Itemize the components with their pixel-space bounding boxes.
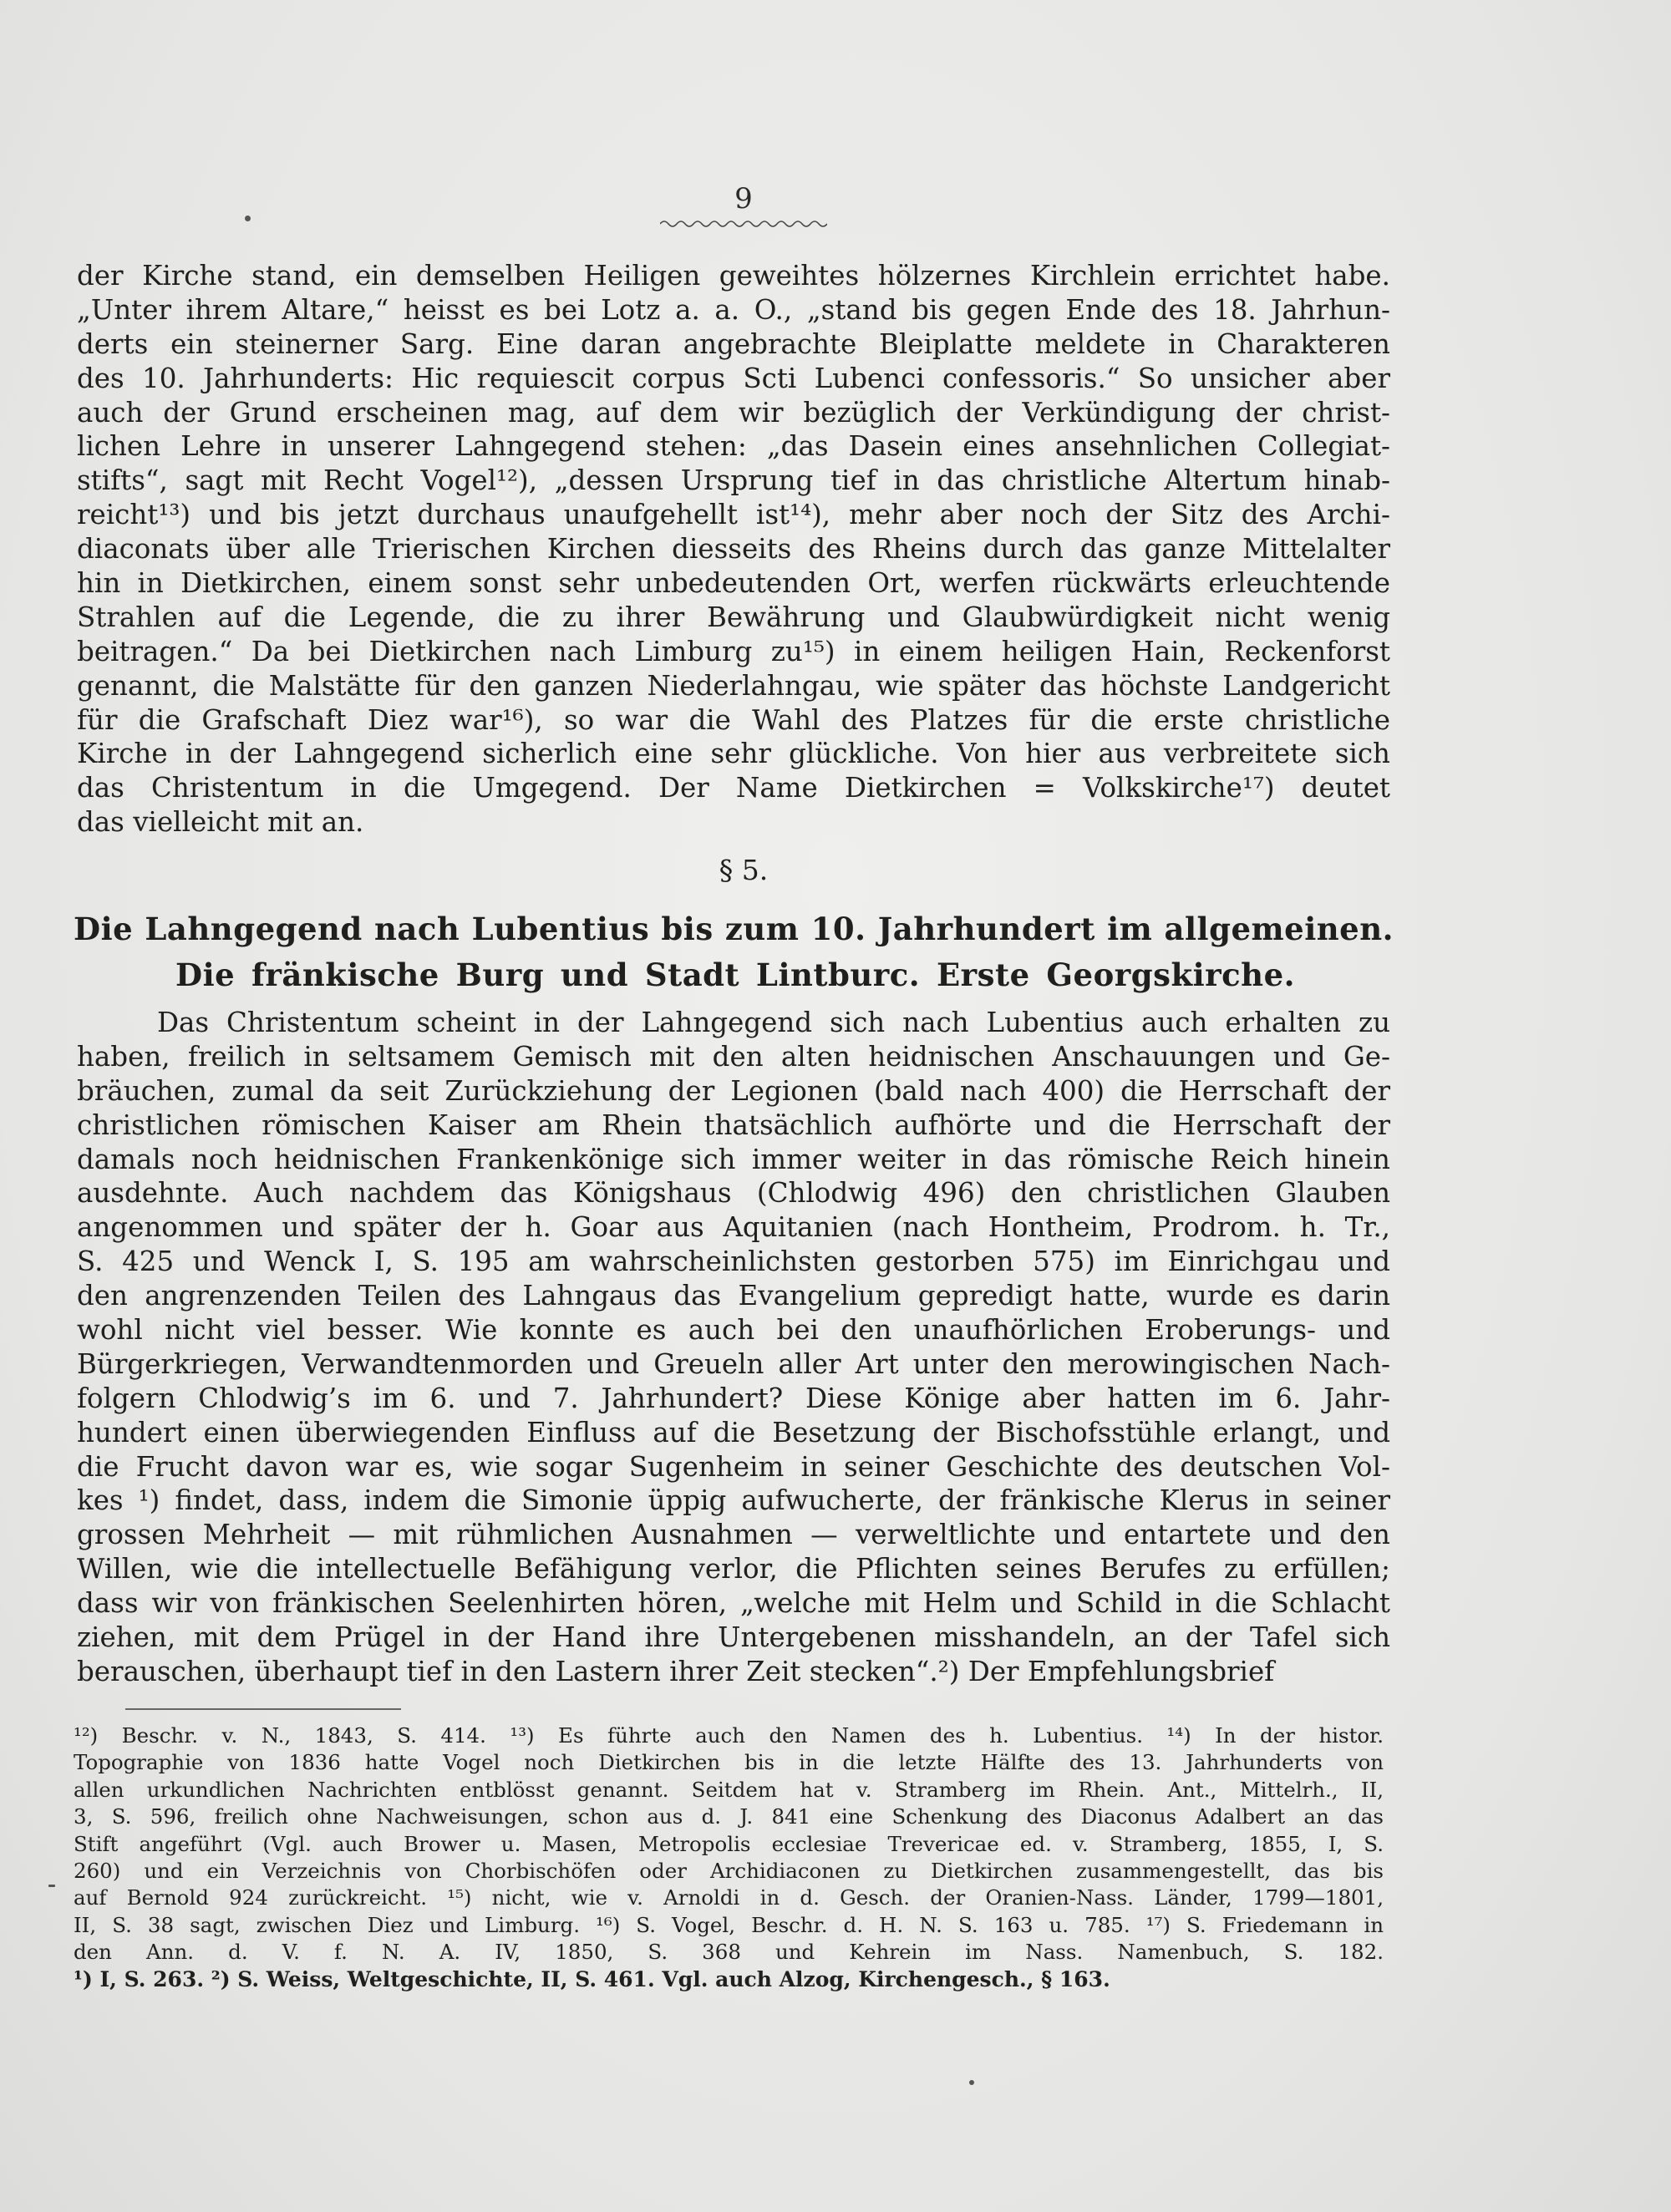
text-line: reicht¹³) und bis jetzt durchaus unaufgehellt ist¹⁴), mehr aber noch der Sitz des Archi- <box>77 499 1390 531</box>
text-line: für die Grafschaft Diez war¹⁶), so war die Wahl des Platzes für die erste christliche <box>77 703 1390 736</box>
text-line: die Frucht davon war es, wie sogar Sugenheim in seiner Geschichte des deutschen Vol- <box>77 1450 1390 1483</box>
text-line: lichen Lehre in unserer Lahngegend stehen: „das Dasein eines ansehnlichen Collegiat- <box>77 430 1390 463</box>
text-line: haben, freilich in seltsamem Gemisch mit den alten heidnischen Anschauungen und Ge- <box>77 1040 1390 1073</box>
footnote-rule <box>125 1708 401 1710</box>
footnote-line: II, S. 38 sagt, zwischen Diez und Limburg. ¹⁶) S. Vogel, Beschr. d. H. N. S. 163 u. 785. ¹⁷) S. Friedemann in <box>74 1912 1384 1937</box>
text-line: das vielleicht mit an. <box>77 806 364 839</box>
text-line: berauschen, überhaupt tief in den Lastern ihrer Zeit stecken“.²) Der Empfehlungsbrief <box>77 1655 1275 1687</box>
page-number-ornament <box>660 219 827 229</box>
footnote-line: Stift angeführt (Vgl. auch Brower u. Masen, Metropolis ecclesiae Trevericae ed. v. Stramberg, 1855, I, S. <box>74 1831 1384 1856</box>
footnotes <box>74 1722 1384 1993</box>
text-line: kes ¹) findet, dass, indem die Simonie üppig aufwucherte, der fränkische Klerus in seiner <box>77 1484 1390 1517</box>
text-line: der Kirche stand, ein demselben Heiligen geweihtes hölzernes Kirchlein errichtet habe. <box>77 260 1390 292</box>
footnote-line: ¹²) Beschr. v. N., 1843, S. 414. ¹³) Es führte auch den Namen des h. Lubentius. ¹⁴) In der histor. <box>74 1723 1384 1748</box>
section-heading-line2: Die fränkische Burg und Stadt Lintburc. Erste Georgskirche. <box>175 956 1295 993</box>
text-line: hin in Dietkirchen, einem sonst sehr unbedeutenden Ort, werfen rückwärts erleuchtende <box>77 567 1390 600</box>
text-line: dass wir von fränkischen Seelenhirten hören, „welche mit Helm und Schild in die Schlacht <box>77 1587 1390 1620</box>
text-line: wohl nicht viel besser. Wie konnte es auch bei den unaufhörlichen Eroberungs- und <box>77 1314 1390 1347</box>
text-line: Das Christentum scheint in der Lahngegend sich nach Lubentius auch erhalten zu <box>157 1007 1390 1038</box>
text-line: genannt, die Malstätte für den ganzen Niederlahngau, wie später das höchste Landgericht <box>77 669 1390 702</box>
text-line: derts ein steinerner Sarg. Eine daran angebrachte Bleiplatte meldete in Charakteren <box>77 327 1390 360</box>
text-line: diaconats über alle Trierischen Kirchen diesseits des Rheins durch das ganze Mittelalter <box>77 533 1390 566</box>
paragraph-section5 <box>77 1006 1390 1689</box>
section-heading-line1: Die Lahngegend nach Lubentius bis zum 10. Jahrhundert im allgemeinen. <box>74 911 1394 947</box>
footnote-line: 3, S. 596, freilich ohne Nachweisungen, schon aus d. J. 841 eine Schenkung des Diaconus Adalbert an das <box>74 1804 1384 1829</box>
text-line: das Christentum in die Umgegend. Der Name Dietkirchen = Volkskirche¹⁷) deutet <box>77 772 1390 804</box>
text-line: bräuchen, zumal da seit Zurückziehung der Legionen (bald nach 400) die Herrschaft der <box>77 1074 1390 1107</box>
footnote-line: 260) und ein Verzeichnis von Chorbischöfen oder Archidiaconen zu Dietkirchen zusammengestellt, das bis <box>74 1858 1384 1883</box>
text-line: Kirche in der Lahngegend sicherlich eine sehr glückliche. Von hier aus verbreitete sich <box>77 738 1390 770</box>
text-line: ausdehnte. Auch nachdem das Königshaus (Chlodwig 496) den christlichen Glauben <box>77 1177 1390 1210</box>
footnote-line: ¹) I, S. 263. ²) S. Weiss, Weltgeschichte, II, S. 461. Vgl. auch Alzog, Kirchengesch., § 163. <box>74 1966 1110 1991</box>
text-line: Strahlen auf die Legende, die zu ihrer Bewährung und Glaubwürdigkeit nicht wenig <box>77 601 1390 633</box>
speck-mark <box>245 216 251 221</box>
text-line: damals noch heidnischen Frankenkönige sich immer weiter in das römische Reich hinein <box>77 1143 1390 1175</box>
speck-mark <box>48 1885 55 1887</box>
text-line: „Unter ihrem Altare,“ heisst es bei Lotz a. a. O., „stand bis gegen Ende des 18. Jahrhun- <box>77 293 1390 326</box>
text-line: grossen Mehrheit — mit rühmlichen Ausnahmen — verweltlichte und entartete und den <box>77 1519 1390 1551</box>
page-number: 9 <box>734 182 753 216</box>
footnote-line: den Ann. d. V. f. N. A. IV, 1850, S. 368 und Kehrein im Nass. Namenbuch, S. 182. <box>74 1940 1384 1965</box>
footnote-line: Topographie von 1836 hatte Vogel noch Dietkirchen bis in die letzte Hälfte des 13. Jahrhunderts von <box>74 1750 1384 1775</box>
text-line: ziehen, mit dem Prügel in der Hand ihre Untergebenen misshandeln, an der Tafel sich <box>77 1621 1390 1654</box>
text-line: S. 425 und Wenck I, S. 195 am wahrscheinlichsten gestorben 575) im Einrichgau und <box>77 1246 1390 1278</box>
section-number: § 5. <box>719 854 769 886</box>
text-line: auch der Grund erscheinen mag, auf dem wir bezüglich der Verkündigung der christ- <box>77 396 1390 429</box>
text-line: den angrenzenden Teilen des Lahngaus das Evangelium gepredigt hatte, wurde es darin <box>77 1280 1390 1312</box>
text-line: christlichen römischen Kaiser am Rhein thatsächlich aufhörte und die Herrschaft der <box>77 1109 1390 1141</box>
text-line: stifts“, sagt mit Recht Vogel¹²), „dessen Ursprung tief in das christliche Altertum hinab- <box>77 464 1390 497</box>
text-line: folgern Chlodwig’s im 6. und 7. Jahrhundert? Diese Könige aber hatten im 6. Jahr- <box>77 1382 1390 1414</box>
paragraph-continuation <box>77 259 1390 840</box>
text-line: angenommen und später der h. Goar aus Aquitanien (nach Hontheim, Prodrom. h. Tr., <box>77 1211 1390 1244</box>
text-line: hundert einen überwiegenden Einfluss auf die Besetzung der Bischofsstühle erlangt, und <box>77 1416 1390 1448</box>
footnote-line: allen urkundlichen Nachrichten entblösst genannt. Seitdem hat v. Stramberg im Rhein. Ant., Mittelrh., II, <box>74 1777 1384 1802</box>
text-line: beitragen.“ Da bei Dietkirchen nach Limburg zu¹⁵) in einem heiligen Hain, Reckenforst <box>77 635 1390 667</box>
speck-mark <box>969 2080 974 2085</box>
text-line: Bürgerkriegen, Verwandtenmorden und Greueln aller Art unter den merowingischen Nach- <box>77 1347 1390 1380</box>
text-line: Willen, wie die intellectuelle Befähigung verlor, die Pflichten seines Berufes zu erfüllen; <box>77 1553 1390 1585</box>
text-line: des 10. Jahrhunderts: Hic requiescit corpus Scti Lubenci confessoris.“ So unsicher aber <box>77 362 1390 394</box>
footnote-line: auf Bernold 924 zurückreicht. ¹⁵) nicht, wie v. Arnoldi in d. Gesch. der Oranien-Nass. Länder, 1799—1801, <box>74 1885 1384 1910</box>
